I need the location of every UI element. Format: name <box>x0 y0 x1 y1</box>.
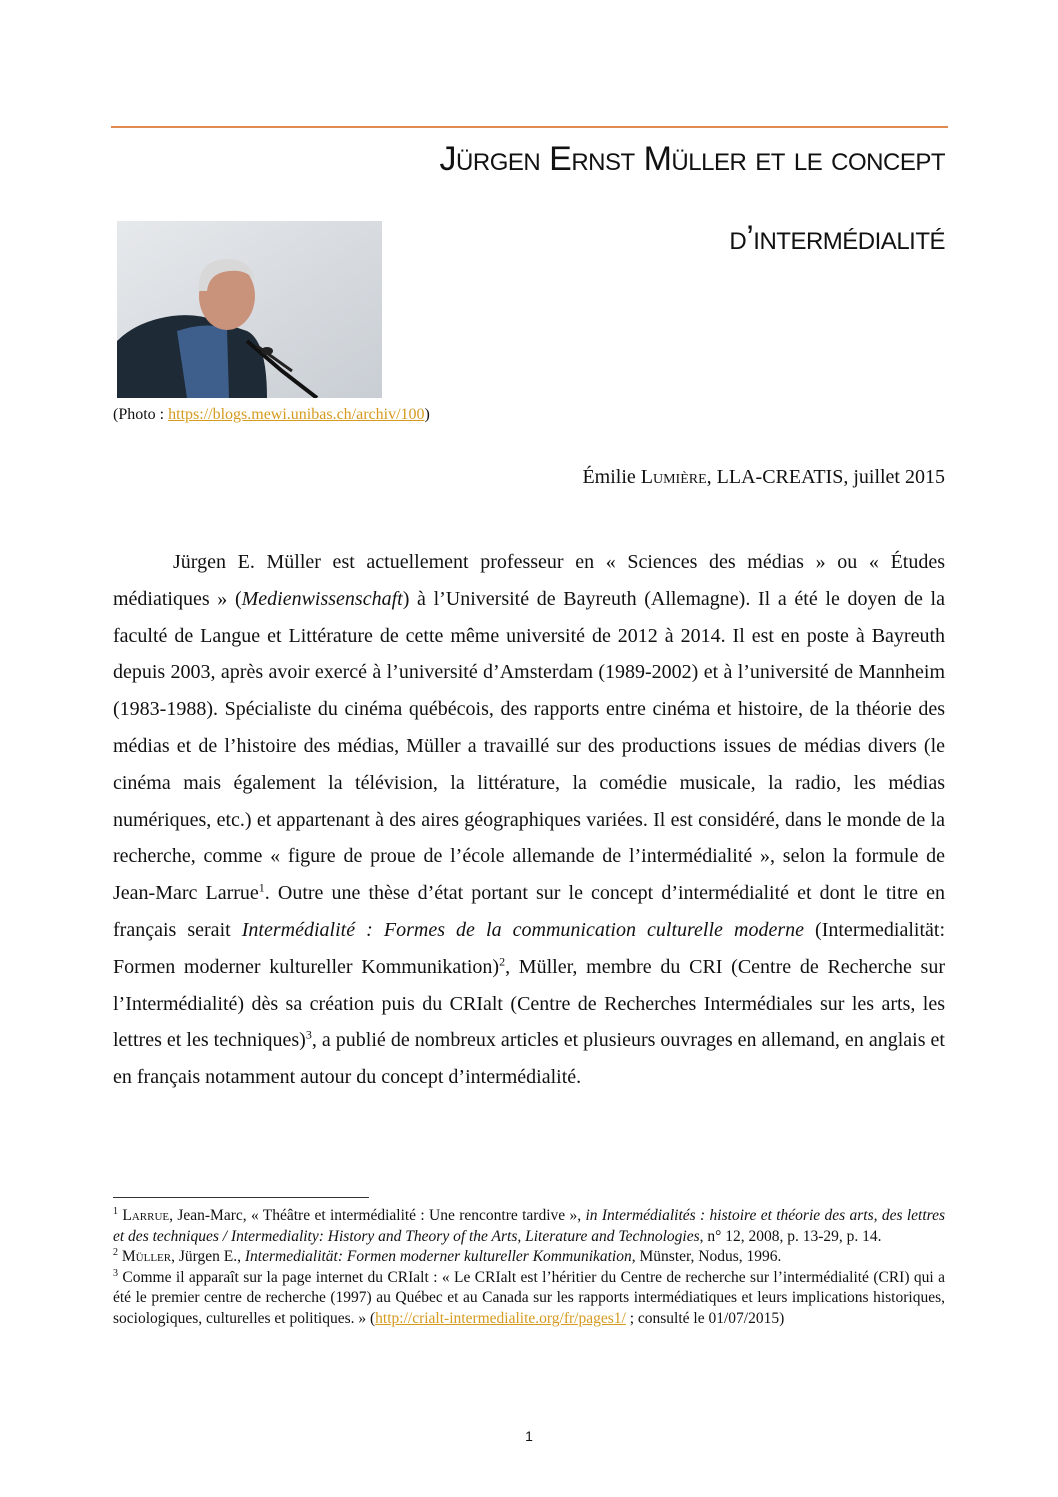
footnote-2: $^2$ Müller, Jürgen E., Intermedialität: Formen moderner kultureller Kommunikation, Münster, Nodus, 1996. <box>113 1246 782 1265</box>
footnote-separator <box>113 1197 369 1198</box>
author-line: Émilie Lumière, LLA-CREATIS, juillet 2015 <box>582 466 945 488</box>
footnote-ref-3[interactable]: 3 <box>305 1027 312 1042</box>
photo-caption: (Photo : https://blogs.mewi.unibas.ch/archiv/100) <box>113 406 430 423</box>
footnote-3: $^3$ Comme il apparaît sur la page internet du CRIalt : « Le CRIalt est l’héritier du Centre de recherche sur l’intermédialité (CRI) qui a été le premier centre de recherche (1997) au Québec et au Canada sur les rapports intermédiatiques et leurs implications historiques, sociologiques, culturelles et politiques. » (http://crialt-intermedialite.org/fr/pages1/ ; consulté le 01/07/2015) <box>113 1267 945 1327</box>
footnote-ref-1[interactable]: 1 <box>258 880 265 895</box>
footnote-1: $^1$ Larrue, Jean-Marc, « Théâtre et intermédialité : Une rencontre tardive », in Intermédialités : histoire et théorie des arts, des lettres et des techniques / Intermediality: History and Theory of the Arts, Literature and Technologies, n° 12, 2008, p. 13-29, p. 14. <box>113 1205 946 1245</box>
crialt-link[interactable]: http://crialt-intermedialite.org/fr/pages1/ <box>375 1309 626 1327</box>
page-title-line-2: d’intermédialité <box>729 219 945 257</box>
page-title-line-1: Jürgen Ernst Müller et le concept <box>439 140 945 178</box>
footnote-ref-2[interactable]: 2 <box>499 954 506 969</box>
footnotes <box>113 1206 945 1329</box>
header-rule <box>111 126 948 128</box>
body-paragraph: Jürgen E. Müller est actuellement professeur en « Sciences des médias » ou « Études médiatiques » (Medienwissenschaft) à l’Université de Bayreuth (Allemagne). Il a été le doyen de la faculté de Langue et Littérature de cette même université de 2012 à 2014. Il est en poste à Bayreuth depuis 2003, après avoir exercé à l’université d’Amsterdam (1989-2002) et à l’université de Mannheim (1983-1988). Spécialiste du cinéma québécois, des rapports entre cinéma et histoire, de la théorie des médias et de l’histoire des médias, Müller a travaillé sur des productions issues de médias divers (le cinéma mais également la télévision, la littérature, la comédie musicale, la radio, les médias numériques, etc.) et appartenant à des aires géographiques variées. Il est considéré, dans le monde de la recherche, comme « figure de proue de l’école allemande de l’intermédialité », selon la formule de Jean-Marc Larrue$^1$. Outre une thèse d’état portant sur le concept d’intermédialité et dont le titre en français serait Intermédialité : Formes de la communication culturelle moderne (Intermedialität: Formen moderner kultureller Kommunikation)$^2$, Müller, membre du CRI (Centre de Recherche sur l’Intermédialité) dès sa création puis du CRIalt (Centre de Recherches Intermédiales sur les arts, les lettres et les techniques)$^3$, a publié de nombreux articles et plusieurs ouvrages en allemand, en anglais et en français notamment autour du concept d’intermédialité. <box>113 551 946 1089</box>
photo-source-link[interactable]: https://blogs.mewi.unibas.ch/archiv/100 <box>168 406 425 423</box>
portrait-photo <box>117 221 382 398</box>
page-number: 1 <box>525 1428 533 1444</box>
